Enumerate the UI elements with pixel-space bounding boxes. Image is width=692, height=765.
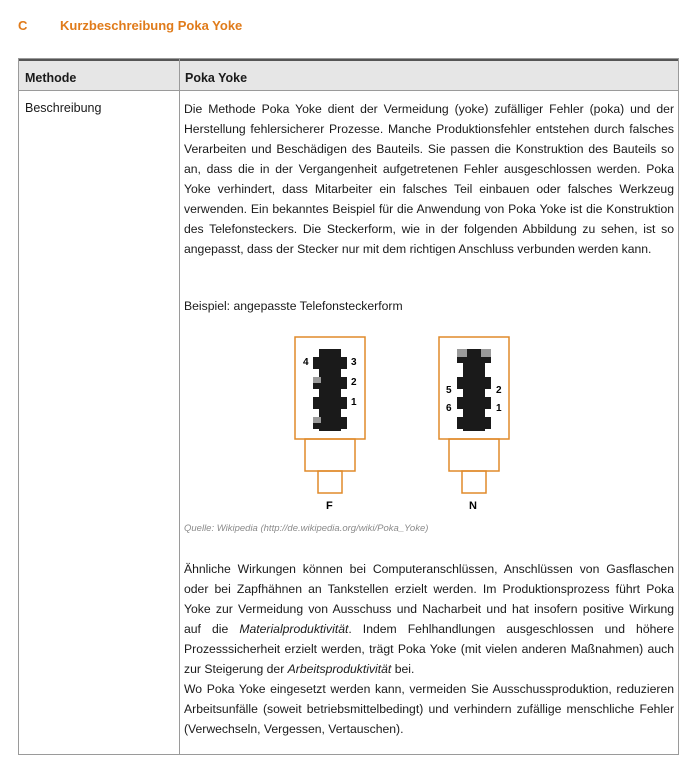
- header-method-name: Poka Yoke: [185, 71, 248, 85]
- figure-source: Quelle: Wikipedia (http://de.wikipedia.org/wiki/Poka_Yoke): [184, 523, 429, 534]
- plug-n-label: N: [469, 500, 477, 512]
- pin-label: 3: [351, 357, 357, 368]
- description-paragraph-3: Wo Poka Yoke eingesetzt werden kann, vermeiden Sie Ausschussproduktion, reduzieren Arbeitsunfälle (soweit betriebsmittelbedingt) und verhindern zufällige menschliche Fehler (Verwechseln, Vergessen, Vertauschen).: [184, 682, 674, 736]
- description-paragraph-2: [184, 559, 674, 679]
- section-header: [18, 18, 242, 33]
- pin-label: 1: [496, 403, 502, 414]
- method-table: [18, 58, 679, 755]
- pin-label: 2: [351, 377, 357, 388]
- section-letter: C: [18, 18, 28, 33]
- column-divider: [179, 59, 180, 754]
- pin-label: 1: [351, 397, 357, 408]
- plug-f-label: F: [326, 500, 333, 512]
- description-paragraph-1: Die Methode Poka Yoke dient der Vermeidung (yoke) zufälliger Fehler (poka) und der Herstellung fehlersicherer Prozesse. Manche Produktionsfehler entstehen durch falsches Verarbeiten und Beschädigen des Bauteils. Sie passen die Konstruktion des Bauteils so an, dass die in der Vergangenheit aufgetretenen Fehler ausgeschlossen werden. Poka Yoke verhindert, dass Mitarbeiter ein falsches Teil einbauen oder falsches Werkzeug verwenden. Ein bekanntes Beispiel für die Anwendung von Poka Yoke ist die Konstruktion des Telefonsteckers. Die Steckerform, wie in der folgenden Abbildung zu sehen, ist so angepasst, dass der Stecker nur mit dem richtigen Anschluss verbunden werden kann.: [184, 102, 674, 256]
- table-header-row: [19, 59, 678, 91]
- paragraph-2-part-b: . Indem Fehlhandlungen ausgeschlossen und höhere Prozesssicherheit erzielt werden, trägt Poka Yoke (mit vielen anderen Maßnahmen) auch zur Steigerung der: [184, 622, 674, 676]
- example-label: Beispiel: angepasste Telefonsteckerform: [184, 299, 403, 313]
- header-method-label: Methode: [25, 71, 77, 85]
- pin-label: 6: [446, 403, 452, 414]
- plug-f: [295, 337, 365, 512]
- pin-label: 4: [303, 357, 309, 368]
- paragraph-2-part-a: Ähnliche Wirkungen können bei Computeranschlüssen, Anschlüssen von Gasflaschen oder bei Zapfhähnen an Tankstellen erzielt werden. Im Produktionsprozess führt Poka Yoke zur Vermeidung von Ausschuss und Nacharbeit und hat insofern positive Wirkung auf die: [184, 562, 674, 636]
- pin-label: 2: [496, 385, 502, 396]
- pin-label: 5: [446, 385, 452, 396]
- phone-plug-figure: [289, 331, 519, 519]
- paragraph-2-emphasis-2: Arbeitsproduktivität: [287, 662, 392, 676]
- paragraph-2-part-c: bei.: [391, 662, 415, 676]
- paragraph-2-emphasis-1: Materialproduktivität: [239, 622, 349, 636]
- section-title: Kurzbeschreibung Poka Yoke: [60, 18, 243, 33]
- plug-n: [439, 337, 509, 512]
- row-label-description: Beschreibung: [25, 101, 102, 115]
